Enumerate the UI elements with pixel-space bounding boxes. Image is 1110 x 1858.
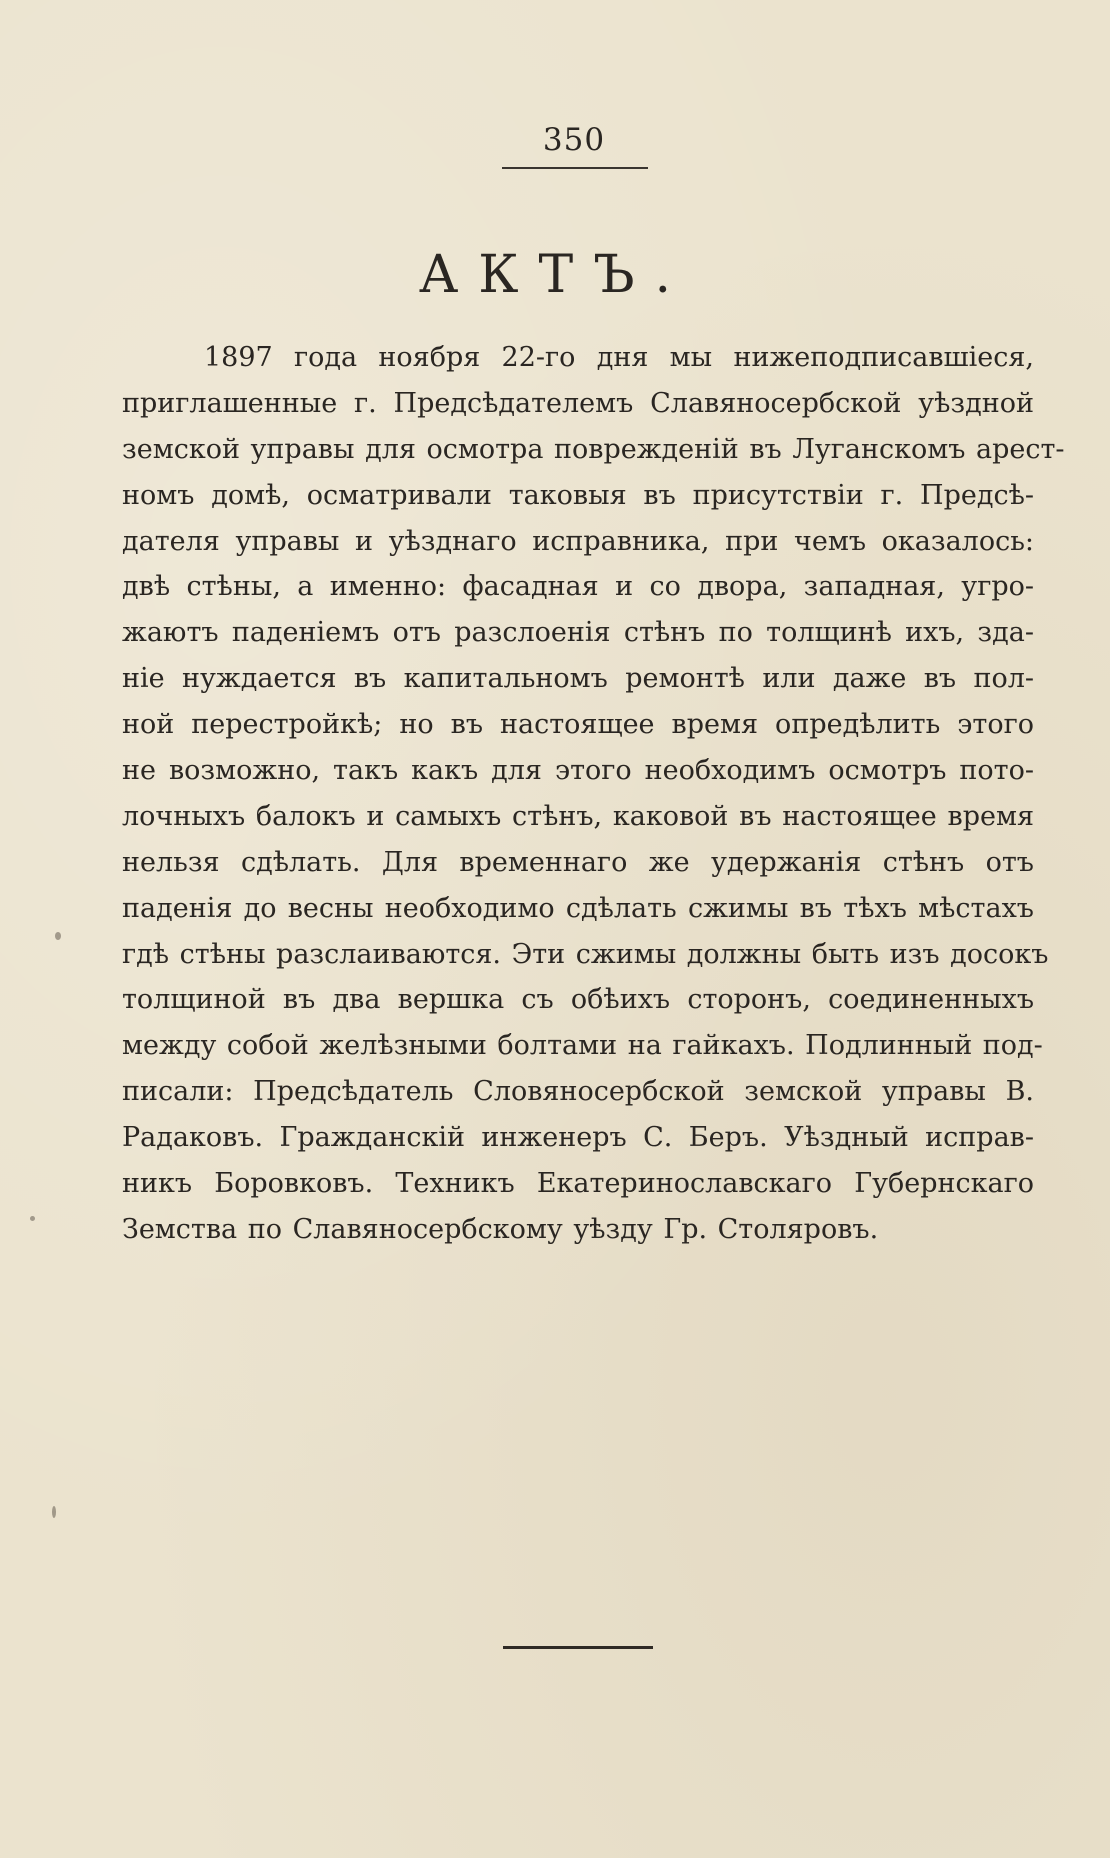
document-title: АКТЪ.: [418, 245, 692, 305]
text-line: жаютъ паденіемъ отъ разслоенія стѣнъ по толщинѣ ихъ, зда-: [122, 617, 1034, 649]
text-line: ніе нуждается въ капитальномъ ремонтѣ или даже въ пол-: [122, 663, 1034, 695]
text-line: приглашенные г. Предсѣдателемъ Славяносербской уѣздной: [122, 387, 1034, 419]
text-line: 1897 года ноября 22-го дня мы нижеподписавшіеся,: [204, 342, 1034, 373]
text-line: не возможно, такъ какъ для этого необходимъ осмотръ пото-: [122, 755, 1034, 787]
end-rule: [503, 1646, 653, 1649]
text-line: нельзя сдѣлать. Для временнаго же удержанія стѣнъ отъ: [122, 846, 1034, 878]
paper-speck: [52, 1506, 56, 1518]
text-line: ной перестройкѣ; но въ настоящее время опредѣлить этого: [122, 709, 1034, 741]
text-line: двѣ стѣны, а именно: фасадная и со двора, западная, угро-: [122, 571, 1034, 603]
text-line: никъ Боровковъ. Техникъ Екатеринославскаго Губернскаго: [122, 1168, 1034, 1200]
paper-speck: [30, 1216, 35, 1221]
text-line: писали: Предсѣдатель Словяносербской земской управы В.: [122, 1076, 1034, 1108]
document-body: [122, 335, 1065, 1253]
text-line: паденія до весны необходимо сдѣлать сжимы въ тѣхъ мѣстахъ: [122, 892, 1034, 924]
text-line: гдѣ стѣны разслаиваются. Эти сжимы должны быть изъ досокъ: [122, 938, 1049, 970]
paper-speck: [55, 932, 61, 940]
text-line: Земства по Славяносербскому уѣзду Гр. Столяровъ.: [122, 1213, 879, 1245]
text-line: Радаковъ. Гражданскій инженеръ С. Беръ. Уѣздный исправ-: [122, 1122, 1034, 1154]
page-number: 350: [542, 122, 606, 158]
text-line: лочныхъ балокъ и самыхъ стѣнъ, каковой въ настоящее время: [122, 800, 1034, 832]
text-line: дателя управы и уѣзднаго исправника, при чемъ оказалось:: [122, 525, 1034, 557]
text-line: между собой желѣзными болтами на гайкахъ. Подлинный под-: [122, 1030, 1043, 1062]
text-line: земской управы для осмотра поврежденій въ Луганскомъ арест-: [122, 433, 1065, 465]
text-line: номъ домѣ, осматривали таковыя въ присутствіи г. Предсѣ-: [122, 479, 1034, 511]
page-number-underline: [502, 167, 648, 169]
text-line: толщиной въ два вершка съ обѣихъ сторонъ, соединенныхъ: [122, 984, 1034, 1016]
